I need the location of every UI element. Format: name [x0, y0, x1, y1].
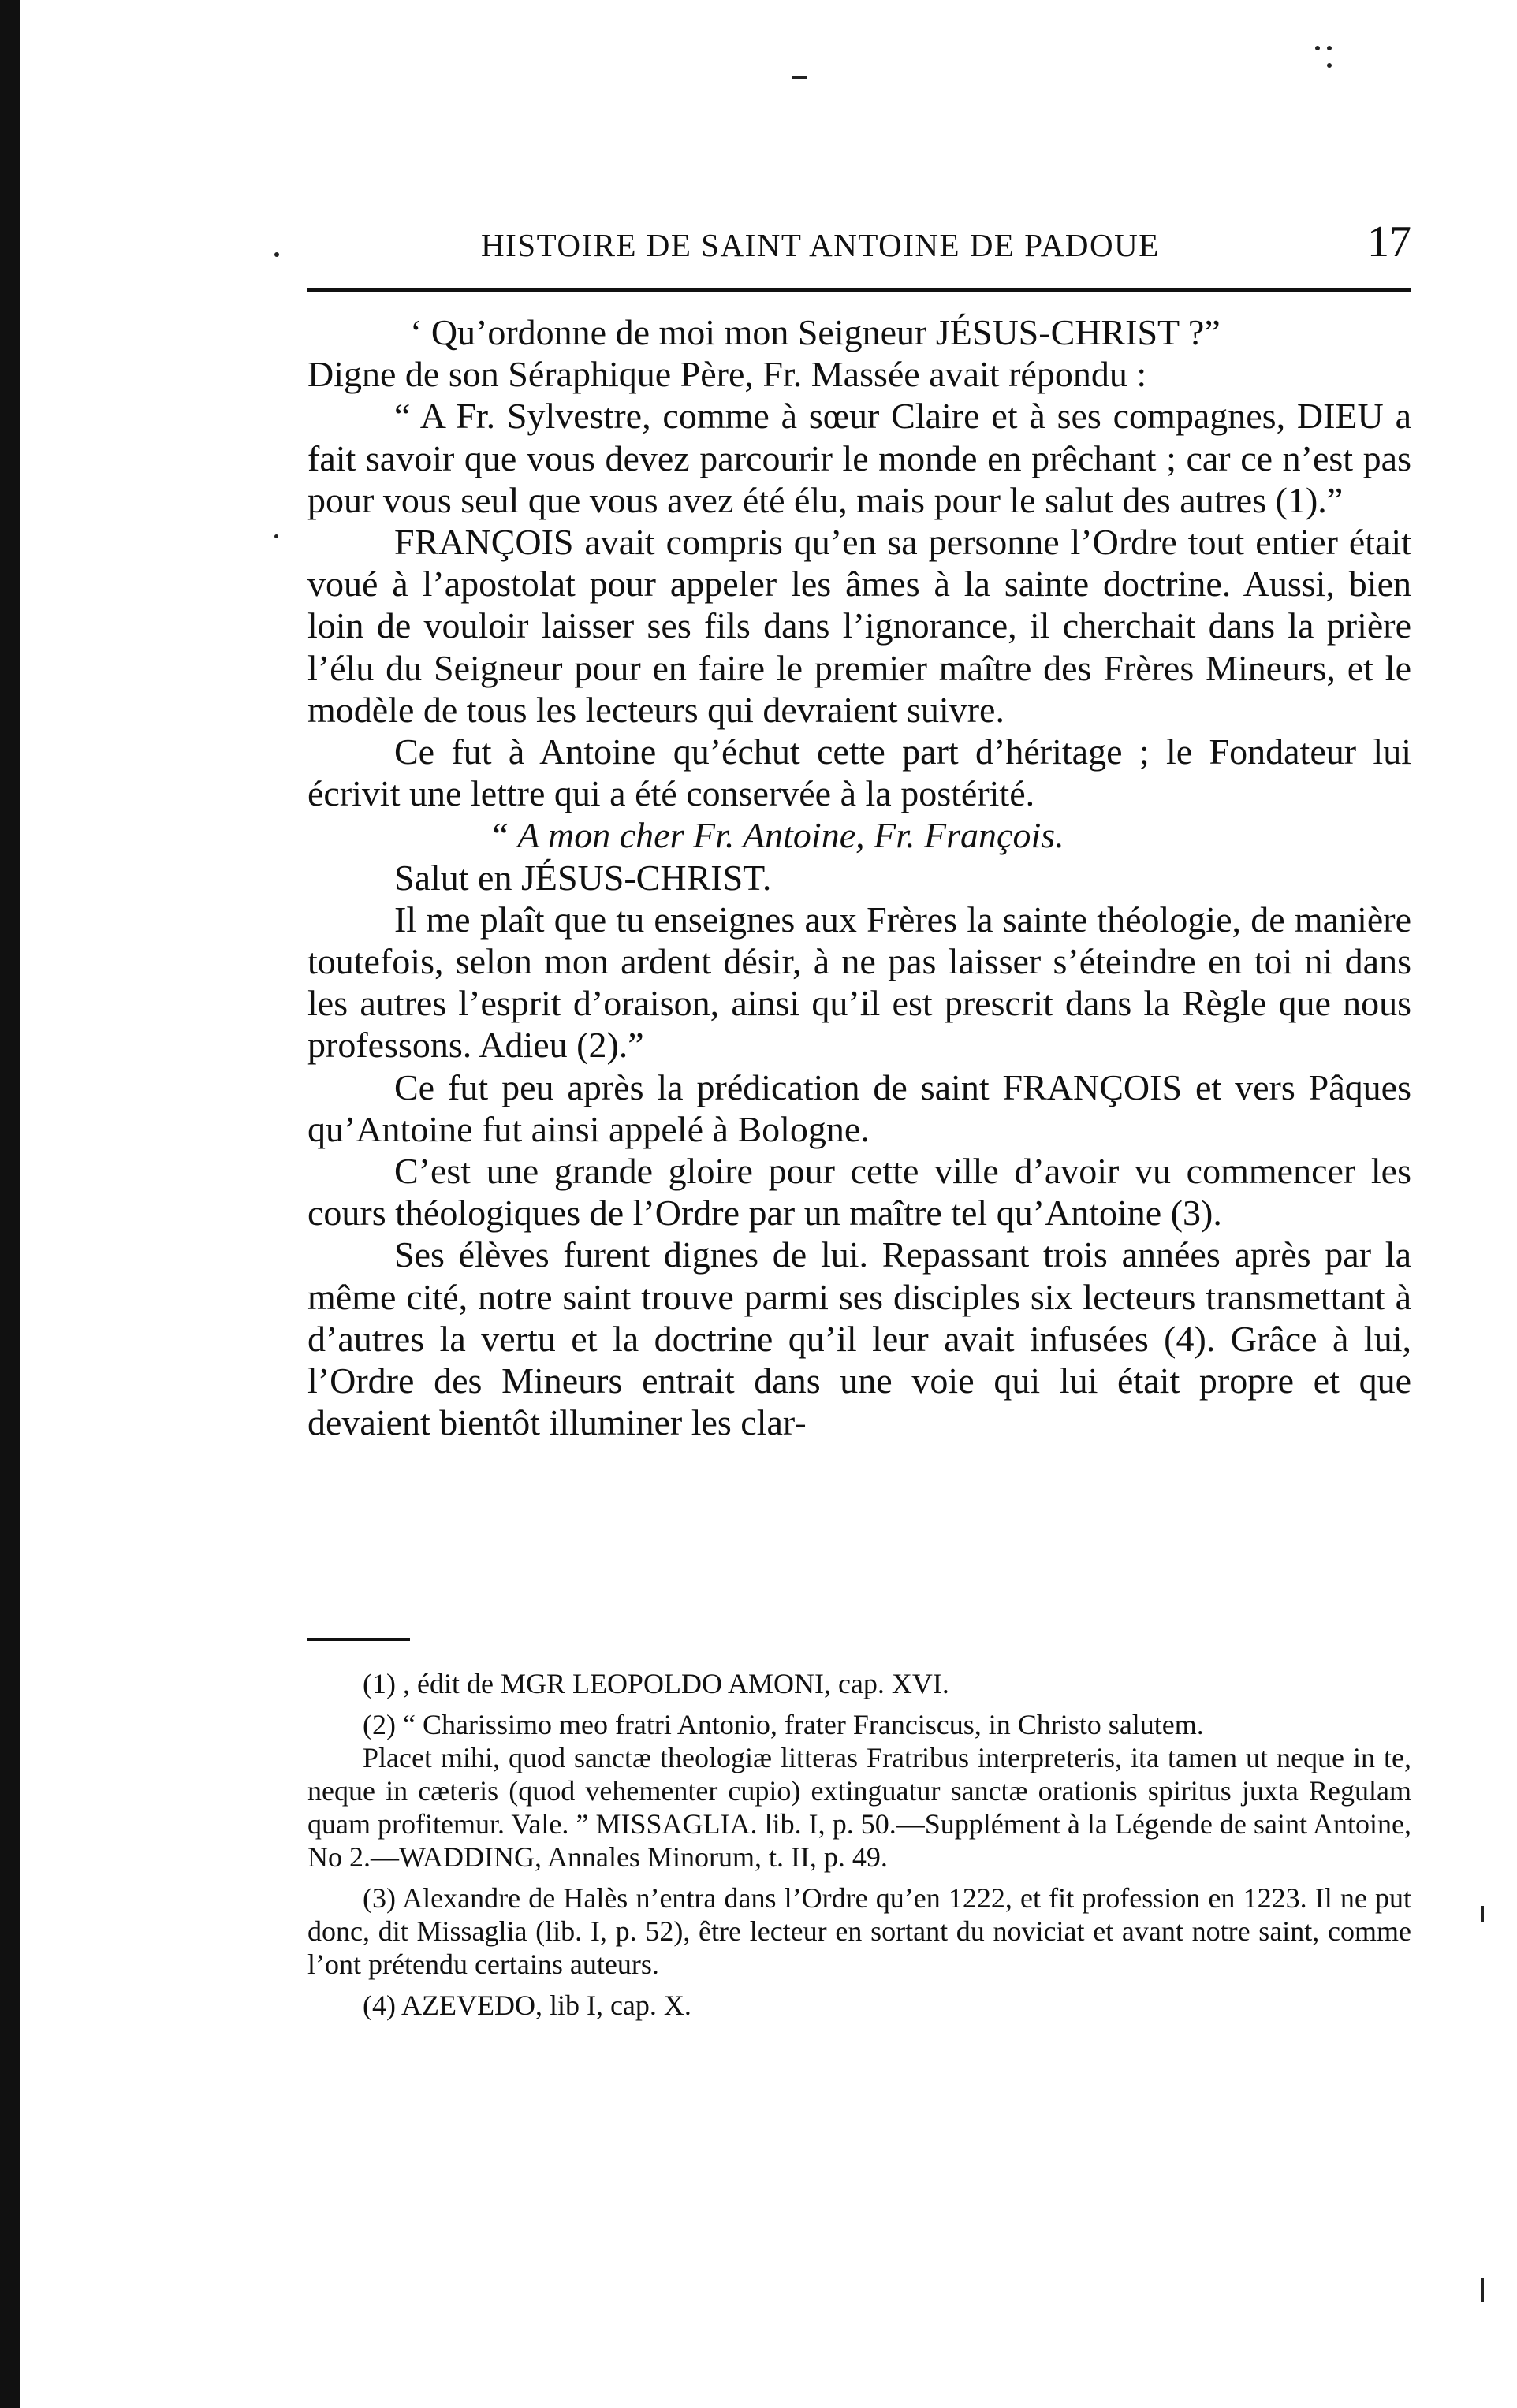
paragraph: ‘ Qu’ordonne de moi mon Seigneur JÉSUS-CHRIST ?” [410, 312, 1221, 352]
scan-speck [1481, 2278, 1484, 2302]
paragraph: Digne de son Séraphique Père, Fr. Massée avait répondu : [308, 354, 1147, 395]
paragraph: “ A Fr. Sylvestre, comme à sœur Claire et à ses compagnes, DIEU a fait savoir que vous devez parcourir le monde en prêchant ; car ce n’est pas pour vous seul que vous avez été élu, mais pour le salut des autres (1).” [308, 396, 1411, 520]
footnote: (1) , édit de MGR LEOPOLDO AMONI, cap. XVI. [363, 1668, 949, 1699]
footnote: (4) AZEVEDO, lib I, cap. X. [363, 1989, 691, 2021]
paragraph: Il me plaît que tu enseignes aux Frères la sainte théologie, de manière toutefois, selon mon ardent désir, à ne pas laisser s’éteindre en toi ni dans les autres l’esprit d’oraison, ainsi qu’il est prescrit dans la Règle que nous professons. Adieu (2).” [308, 899, 1411, 1066]
scan-speck [274, 534, 278, 538]
footnotes [308, 1667, 1411, 2030]
paragraph: Ce fut à Antoine qu’échut cette part d’héritage ; le Fondateur lui écrivit une lettre qui a été conservée à la postérité. [308, 731, 1411, 814]
paragraph: FRANÇOIS avait compris qu’en sa personne l’Ordre tout entier était voué à l’apostolat pour appeler les âmes à la sainte doctrine. Aussi, bien loin de vouloir laisser ses fils dans l’ignorance, il cherchait dans la prière l’élu du Seigneur pour en faire le premier maître des Frères Mineurs, et le modèle de tous les lecteurs qui devraient suivre. [308, 522, 1411, 730]
page-number: 17 [1367, 218, 1411, 266]
footnote-rule [308, 1638, 410, 1641]
footnote: Placet mihi, quod sanctæ theologiæ litteras Fratribus interpreteris, ita tamen ut neque in te, neque in cæteris (quod vehementer cupio) extinguatur sanctæ orationis spiritus juxta Regulam quam profitemur. Vale. ” MISSAGLIA. lib. I, p. 50.—Supplément à la Légende de saint Antoine, No 2.—WADDING, Annales Minorum, t. II, p. 49. [308, 1742, 1411, 1873]
scan-binding-edge [0, 0, 20, 2408]
paragraph: C’est une grande gloire pour cette ville d’avoir vu commencer les cours théologiques de l’Ordre par un maître tel qu’Antoine (3). [308, 1151, 1411, 1234]
scan-speck [1327, 46, 1332, 50]
main-text [308, 311, 1411, 1443]
running-head-title: HISTOIRE DE SAINT ANTOINE DE PADOUE [481, 227, 1160, 263]
scan-speck [1481, 1906, 1484, 1922]
paragraph: Salut en JÉSUS-CHRIST. [394, 857, 772, 898]
paragraph: Ses élèves furent dignes de lui. Repassant trois années après par la même cité, notre saint trouve parmi ses disciples six lecteurs transmettant à d’autres la vertu et la doctrine qu’il leur avait infusées (4). Grâce à lui, l’Ordre des Mineurs entrait dans une voie qui lui était propre et que devaient bientôt illuminer les clar- [308, 1234, 1411, 1443]
scan-speck [1327, 63, 1332, 68]
footnote: (2) “ Charissimo meo fratri Antonio, frater Franciscus, in Christo salutem. [363, 1709, 1204, 1740]
header-rule [308, 288, 1411, 292]
paragraph: Ce fut peu après la prédication de saint FRANÇOIS et vers Pâques qu’Antoine fut ainsi appelé à Bologne. [308, 1066, 1411, 1149]
scan-speck [1315, 46, 1320, 50]
scan-speck [792, 76, 807, 79]
footnote: (3) Alexandre de Halès n’entra dans l’Ordre qu’en 1222, et fit profession en 1223. Il ne put donc, dit Missaglia (lib. I, p. 52), être lecteur en sortant du noviciat et avant notre saint, comme l’ont prétendu certains auteurs. [308, 1882, 1411, 1980]
running-head [308, 217, 1411, 272]
letter-salutation: “ A mon cher Fr. Antoine, Fr. François. [489, 815, 1064, 856]
scan-speck [274, 252, 279, 257]
